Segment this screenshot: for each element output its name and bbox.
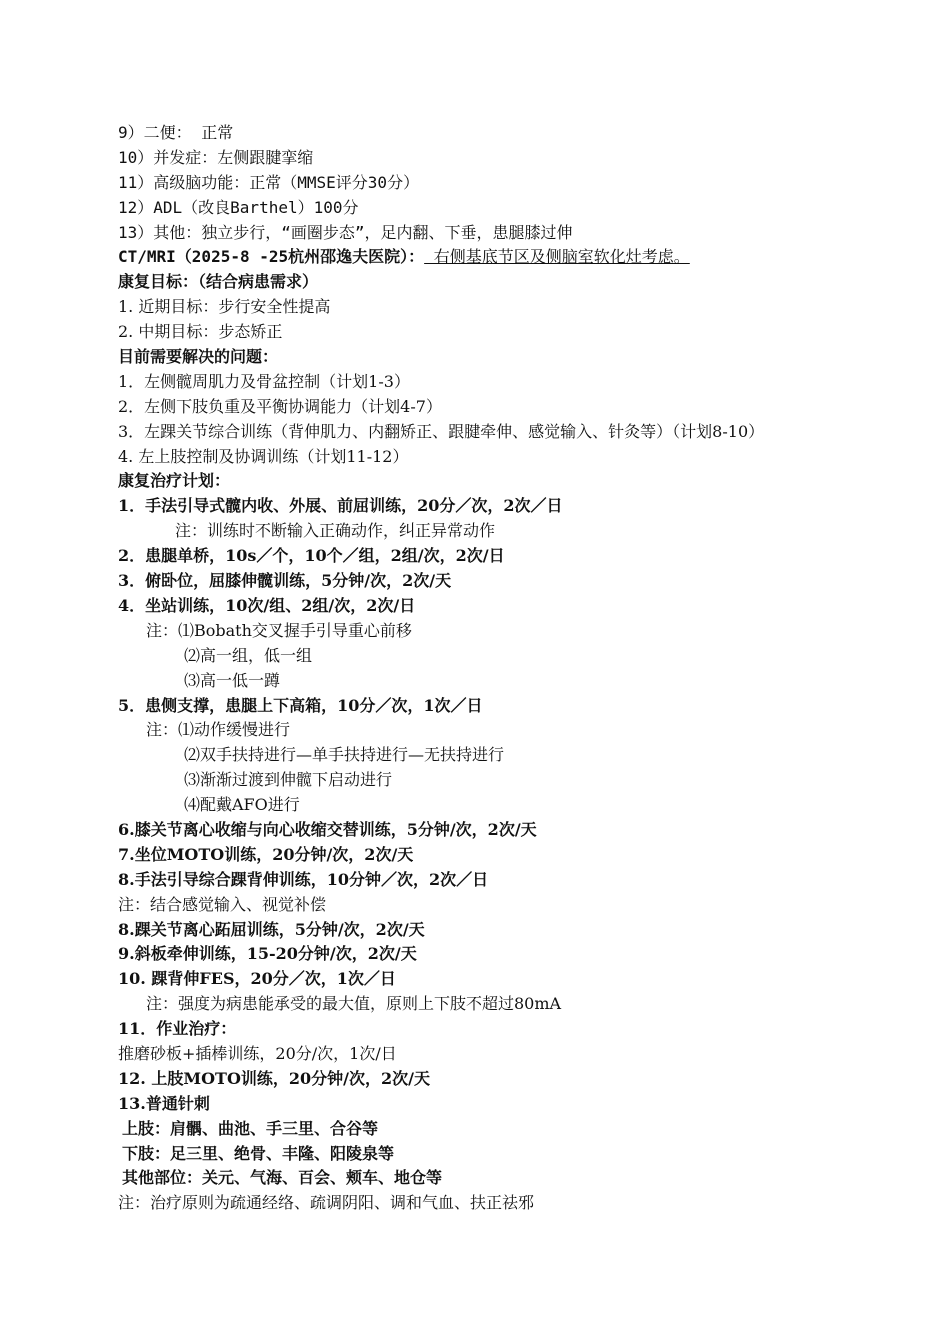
- text-line: 11）高级脑功能：正常（MMSE评分30分）: [118, 172, 420, 192]
- note-line: 注：⑴动作缓慢进行: [146, 720, 291, 740]
- text-line: 2. 中期目标：步态矫正: [118, 322, 283, 342]
- imaging-line: [118, 245, 838, 270]
- text-line: 9）二便： 正常: [118, 123, 234, 142]
- plan-item: 10. 踝背伸FES，20分／次，1次／日: [118, 969, 396, 989]
- plan-item: 6.膝关节离心收缩与向心收缩交替训练，5分钟/次，2次/天: [118, 819, 537, 839]
- note-line: 注：⑴Bobath交叉握手引导重心前移: [146, 620, 412, 640]
- plan-item: 1．手法引导式髋内收、外展、前屈训练，20分／次，2次／日: [118, 496, 563, 516]
- plan-item: 12. 上肢MOTO训练，20分钟/次，2次/天: [118, 1068, 430, 1088]
- section-heading: 康复目标：（结合病患需求）: [118, 272, 319, 292]
- text-line: 3．左踝关节综合训练（背伸肌力、内翻矫正、跟腱牵伸、感觉输入、针灸等）（计划8-10）: [118, 421, 765, 441]
- note-line: ⑷配戴AFO进行: [184, 795, 300, 815]
- note-line: 注：结合感觉输入、视觉补偿: [118, 894, 327, 914]
- note-line: ⑵高一组，低一组: [184, 645, 313, 665]
- text-line: 1. 近期目标：步行安全性提高: [118, 297, 331, 317]
- section-heading: 康复治疗计划：: [118, 471, 231, 491]
- plan-item: 3．俯卧位，屈膝伸髋训练，5分钟/次，2次/天: [118, 571, 452, 591]
- note-line: 注：强度为病患能承受的最大值，原则上下肢不超过80mA: [146, 994, 562, 1014]
- acupoint-line: 上肢：肩髃、曲池、手三里、合谷等: [122, 1118, 379, 1138]
- imaging-finding: 右侧基底节区及侧脑室软化灶考虑。: [424, 247, 690, 267]
- text-line: 12）ADL（改良Barthel）100分: [118, 197, 359, 217]
- note-line: 注：治疗原则为疏通经络、疏调阴阳、调和气血、扶正祛邪: [118, 1193, 535, 1213]
- section-heading: 目前需要解决的问题：: [118, 347, 279, 367]
- note-line: ⑶渐渐过渡到伸髋下启动进行: [184, 770, 393, 790]
- plan-item: 9.斜板牵伸训练，15-20分钟/次，2次/天: [118, 944, 417, 964]
- text-line: 2．左侧下肢负重及平衡协调能力（计划4-7）: [118, 396, 442, 416]
- document-page: [118, 121, 838, 1216]
- imaging-label: CT/MRI（2025-8 -25杭州邵逸夫医院）：: [118, 247, 425, 267]
- text-line: 4. 左上肢控制及协调训练（计划11-12）: [118, 446, 409, 466]
- note-line: ⑶高一低一蹲: [184, 670, 281, 690]
- text-line: 1．左侧髋周肌力及骨盆控制（计划1-3）: [118, 371, 410, 391]
- acupoint-line: 其他部位：关元、气海、百会、颊车、地仓等: [122, 1168, 443, 1188]
- plan-item: 8.踝关节离心跖屈训练，5分钟/次，2次/天: [118, 919, 425, 939]
- plan-item: 13.普通针刺: [118, 1093, 210, 1113]
- note-line: 注：训练时不断输入正确动作，纠正异常动作: [175, 521, 496, 541]
- text-line: 推磨砂板+插棒训练，20分/次，1次/日: [118, 1043, 397, 1063]
- acupoint-line: 下肢：足三里、绝骨、丰隆、阳陵泉等: [122, 1143, 395, 1163]
- plan-item: 11．作业治疗：: [118, 1019, 237, 1039]
- note-line: ⑵双手扶持进行—单手扶持进行—无扶持进行: [184, 745, 505, 765]
- text-line: 13）其他：独立步行，“画圈步态”，足内翻、下垂，患腿膝过伸: [118, 222, 573, 242]
- plan-item: 2．患腿单桥，10s／个，10个／组，2组/次，2次/日: [118, 546, 505, 566]
- plan-item: 8.手法引导综合踝背伸训练，10分钟／次，2次／日: [118, 869, 489, 889]
- plan-item: 7.坐位MOTO训练，20分钟/次，2次/天: [118, 844, 414, 864]
- plan-item: 4．坐站训练，10次/组、2组/次，2次/日: [118, 595, 416, 615]
- text-line: 10）并发症：左侧跟腱挛缩: [118, 147, 314, 167]
- plan-item: 5．患侧支撑，患腿上下高箱，10分／次，1次／日: [118, 695, 483, 715]
